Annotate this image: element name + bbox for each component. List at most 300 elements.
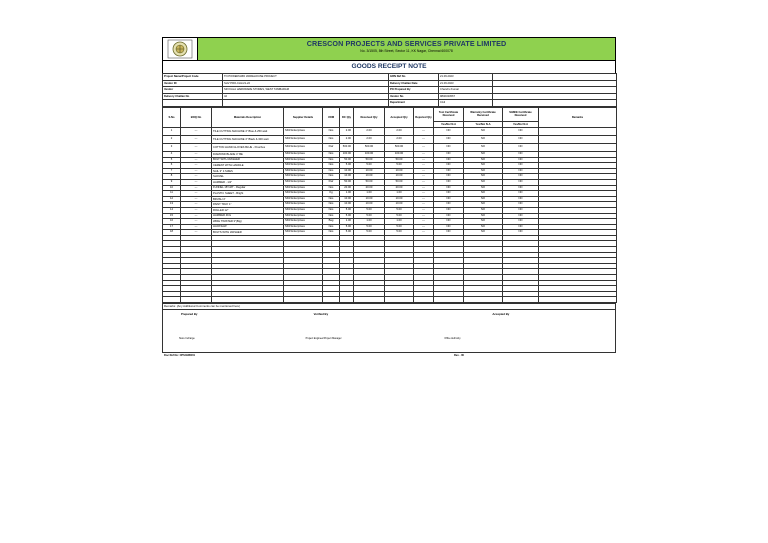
- cell-ce-cert: NO: [503, 151, 539, 157]
- cell-test-cert: NO: [434, 196, 464, 202]
- doc-ref: Doc Ref No: CPS/GRN/01: [164, 354, 195, 357]
- cell-accepted-qty: 1.00: [385, 191, 414, 197]
- cell-rejected-qty: ---: [414, 163, 434, 169]
- cell-dc-qty: 5.00: [340, 207, 354, 213]
- cell-ce-cert: NO: [503, 135, 539, 143]
- cell-sno: 13: [163, 202, 181, 208]
- cell-test-cert: NO: [434, 151, 464, 157]
- info-spacer: [493, 80, 617, 87]
- accepted-by-label: Accepted By: [492, 312, 510, 316]
- cell-warranty-cert: NO: [464, 224, 503, 230]
- cell-received-qty: 10.00: [354, 174, 385, 180]
- empty-cell: [212, 297, 284, 303]
- cell-warranty-cert: NO: [464, 174, 503, 180]
- cell-ce-cert: NO: [503, 230, 539, 236]
- cell-supplier: SKR Enterprises: [284, 174, 323, 180]
- info-label: PO Prepared By: [389, 87, 439, 94]
- table-row: [163, 135, 617, 143]
- cell-supplier: SKR Enterprises: [284, 168, 323, 174]
- cell-boq: ---: [181, 207, 212, 213]
- col-uom: UOM: [323, 107, 340, 127]
- cell-sno: 8: [163, 174, 181, 180]
- cell-rejected-qty: ---: [414, 185, 434, 191]
- cell-rejected-qty: ---: [414, 179, 434, 185]
- info-row: [163, 93, 617, 100]
- cell-test-cert: NO: [434, 230, 464, 236]
- info-value: 21.09.2023: [439, 74, 493, 81]
- col-sno: S.No: [163, 107, 181, 127]
- cell-supplier: SKR Enterprises: [284, 127, 323, 135]
- cell-supplier: SKR Enterprises: [284, 213, 323, 219]
- empty-row: [163, 297, 617, 303]
- cell-uom: Nos: [323, 135, 340, 143]
- cell-rejected-qty: ---: [414, 230, 434, 236]
- cell-warranty-cert: NO: [464, 157, 503, 163]
- cell-sno: 16: [163, 219, 181, 225]
- cell-accepted-qty: 500.00: [385, 143, 414, 151]
- cell-accepted-qty: 5.00: [385, 163, 414, 169]
- cell-rejected-qty: ---: [414, 219, 434, 225]
- cell-material: BOLTS WITH WASHER: [212, 230, 284, 236]
- cell-received-qty: 50.00: [354, 157, 385, 163]
- cell-received-qty: 5.00: [354, 163, 385, 169]
- info-value: 9840434567: [439, 93, 493, 100]
- cell-accepted-qty: 10.00: [385, 196, 414, 202]
- cell-boq: ---: [181, 168, 212, 174]
- info-value: [223, 100, 389, 107]
- info-value: SRI KALA HARDWARE STORES, WEST TAMBARAM: [223, 87, 389, 94]
- cell-boq: ---: [181, 179, 212, 185]
- col-supplier: Supplier Details: [284, 107, 323, 127]
- cell-warranty-cert: NO: [464, 213, 503, 219]
- cell-rejected-qty: ---: [414, 224, 434, 230]
- cell-material: PLASTIC SHEET - Bright: [212, 191, 284, 197]
- empty-cell: [385, 297, 414, 303]
- col-warranty-cert: Warranty Certificate Received: [464, 107, 503, 121]
- document-title: GOODS RECEIPT NOTE: [162, 61, 616, 73]
- cell-test-cert: NO: [434, 168, 464, 174]
- empty-cell: [434, 297, 464, 303]
- cell-received-qty: 2.00: [354, 127, 385, 135]
- cell-sno: 4: [163, 151, 181, 157]
- cell-accepted-qty: 5.00: [385, 224, 414, 230]
- cell-material: HAMMER - 1/2": [212, 179, 284, 185]
- cell-uom: Nos: [323, 224, 340, 230]
- cell-received-qty: 50.00: [354, 179, 385, 185]
- cell-sno: 12: [163, 196, 181, 202]
- cell-boq: ---: [181, 230, 212, 236]
- cell-dc-qty: 10.00: [340, 168, 354, 174]
- empty-cell: [414, 297, 434, 303]
- info-value: TN POWERGRID WAREHOUSE PROJECT: [223, 74, 389, 81]
- cell-warranty-cert: NO: [464, 219, 503, 225]
- cell-uom: Nos: [323, 185, 340, 191]
- cell-received-qty: 20.00: [354, 185, 385, 191]
- cell-ce-cert: NO: [503, 185, 539, 191]
- cell-received-qty: 1.00: [354, 219, 385, 225]
- cell-rejected-qty: ---: [414, 143, 434, 151]
- cell-accepted-qty: 10.00: [385, 174, 414, 180]
- cell-dc-qty: 100.00: [340, 151, 354, 157]
- empty-cell: [354, 297, 385, 303]
- cell-test-cert: NO: [434, 224, 464, 230]
- cell-supplier: SKR Enterprises: [284, 151, 323, 157]
- cell-received-qty: 10.00: [354, 196, 385, 202]
- goods-receipt-note-sheet: [162, 37, 616, 358]
- cell-uom: Pair: [323, 179, 340, 185]
- cell-rejected-qty: ---: [414, 174, 434, 180]
- company-logo: [163, 38, 198, 60]
- info-row: [163, 80, 617, 87]
- accepted-by-role: Office Authority: [444, 337, 461, 340]
- cell-warranty-cert: NO: [464, 179, 503, 185]
- cell-rejected-qty: ---: [414, 157, 434, 163]
- cell-test-cert: NO: [434, 219, 464, 225]
- cell-sno: 5: [163, 157, 181, 163]
- info-label: [163, 100, 223, 107]
- cell-rejected-qty: ---: [414, 127, 434, 135]
- col-remarks: Remarks: [539, 107, 617, 127]
- cell-warranty-cert: NO: [464, 230, 503, 236]
- cell-material: TILE CUTTING MACHINE 4" Blue & 250 watt: [212, 127, 284, 135]
- col-rejected-qty: Rejected Qty: [414, 107, 434, 127]
- table-row: [163, 127, 617, 135]
- cell-supplier: SKR Enterprises: [284, 135, 323, 143]
- cell-boq: ---: [181, 151, 212, 157]
- col-dc-qty: DC Qty: [340, 107, 354, 127]
- empty-cell: [323, 297, 340, 303]
- verified-by-label: Verified By: [313, 312, 329, 316]
- cell-dc-qty: 20.00: [340, 185, 354, 191]
- col-test-cert: Test Certificate Received: [434, 107, 464, 121]
- cell-dc-qty: 50.00: [340, 157, 354, 163]
- cell-boq: ---: [181, 185, 212, 191]
- document-footer: [162, 353, 616, 358]
- info-spacer: [493, 93, 617, 100]
- cell-material: DIAMOND BLADE 4" BE: [212, 151, 284, 157]
- info-value: SHV PRO-CHL/21-22: [223, 80, 389, 87]
- cell-sno: 7: [163, 168, 181, 174]
- cell-accepted-qty: 100.00: [385, 151, 414, 157]
- cell-ce-cert: NO: [503, 157, 539, 163]
- prepared-by-role: Store Incharge: [179, 337, 195, 340]
- info-spacer: [493, 100, 617, 107]
- cell-remarks: [539, 143, 617, 151]
- info-value: Civil: [439, 100, 493, 107]
- cell-warranty-cert: NO: [464, 127, 503, 135]
- cell-received-qty: 10.00: [354, 168, 385, 174]
- cell-uom: Nos: [323, 168, 340, 174]
- cell-test-cert: NO: [434, 135, 464, 143]
- cell-accepted-qty: 20.00: [385, 185, 414, 191]
- cell-supplier: SKR Enterprises: [284, 224, 323, 230]
- cell-test-cert: NO: [434, 213, 464, 219]
- cell-material: COTTON HAND GLOVES BLUE - Pouches: [212, 143, 284, 151]
- cell-accepted-qty: 5.00: [385, 213, 414, 219]
- info-value: 21.09.2023: [439, 80, 493, 87]
- cell-boq: ---: [181, 135, 212, 143]
- cell-ce-cert: NO: [503, 179, 539, 185]
- info-label: Vendor: [163, 87, 223, 94]
- cell-boq: ---: [181, 224, 212, 230]
- cell-warranty-cert: NO: [464, 191, 503, 197]
- cell-dc-qty: 5.00: [340, 213, 354, 219]
- prepared-by-label: Prepared By: [181, 312, 198, 316]
- cell-test-cert: NO: [434, 157, 464, 163]
- company-header: [162, 37, 616, 61]
- cell-rejected-qty: ---: [414, 168, 434, 174]
- cell-boq: ---: [181, 202, 212, 208]
- cell-material: SHOVEL: [212, 174, 284, 180]
- cell-sno: 2: [163, 135, 181, 143]
- cell-supplier: SKR Enterprises: [284, 196, 323, 202]
- cell-sno: 10: [163, 185, 181, 191]
- cell-warranty-cert: NO: [464, 207, 503, 213]
- company-name: CRESCON PROJECTS AND SERVICES PRIVATE LIMITED: [306, 39, 507, 48]
- info-label: Vendor ID: [163, 80, 223, 87]
- cell-material: HAMMER 4KG: [212, 213, 284, 219]
- cell-ce-cert: NO: [503, 143, 539, 151]
- cell-accepted-qty: 5.00: [385, 230, 414, 236]
- cell-accepted-qty: 2.00: [385, 127, 414, 135]
- cell-uom: Nos: [323, 151, 340, 157]
- cell-warranty-cert: NO: [464, 168, 503, 174]
- cell-ce-cert: NO: [503, 207, 539, 213]
- cell-material: PAINT TRAY 1": [212, 202, 284, 208]
- cell-uom: Nos: [323, 163, 340, 169]
- cell-ce-cert: NO: [503, 213, 539, 219]
- cell-uom: Bag: [323, 219, 340, 225]
- cell-ce-cert: NO: [503, 224, 539, 230]
- cell-rejected-qty: ---: [414, 196, 434, 202]
- cell-received-qty: 5.00: [354, 207, 385, 213]
- cell-sno: 18: [163, 230, 181, 236]
- info-row: [163, 74, 617, 81]
- cell-remarks: [539, 135, 617, 143]
- cell-dc-qty: 2.00: [340, 127, 354, 135]
- info-label: Delivery Challan No: [163, 93, 223, 100]
- cell-warranty-cert: NO: [464, 151, 503, 157]
- cell-dc-qty: 5.00: [340, 163, 354, 169]
- cell-rejected-qty: ---: [414, 213, 434, 219]
- empty-cell: [539, 297, 617, 303]
- cell-accepted-qty: 10.00: [385, 168, 414, 174]
- cell-ce-cert: NO: [503, 219, 539, 225]
- cell-supplier: SKR Enterprises: [284, 143, 323, 151]
- cell-dc-qty: 10.00: [340, 202, 354, 208]
- cell-material: WIRE TWISTER 3"(Big): [212, 219, 284, 225]
- cell-accepted-qty: 50.00: [385, 157, 414, 163]
- cell-material: HACKSAW: [212, 224, 284, 230]
- cell-supplier: SKR Enterprises: [284, 163, 323, 169]
- cell-rejected-qty: ---: [414, 135, 434, 143]
- cell-supplier: SKR Enterprises: [284, 185, 323, 191]
- cell-boq: ---: [181, 191, 212, 197]
- info-label: Project Name/Project Code: [163, 74, 223, 81]
- col-ce-yes-no: Yes/No/ N.A: [503, 121, 539, 127]
- cell-warranty-cert: NO: [464, 163, 503, 169]
- cell-boq: ---: [181, 213, 212, 219]
- cell-test-cert: NO: [434, 207, 464, 213]
- cell-accepted-qty: 50.00: [385, 179, 414, 185]
- materials-table: [162, 107, 617, 303]
- cell-boq: ---: [181, 157, 212, 163]
- signature-area: [162, 310, 616, 353]
- cell-received-qty: 500.00: [354, 143, 385, 151]
- cell-test-cert: NO: [434, 127, 464, 135]
- cell-boq: ---: [181, 196, 212, 202]
- cell-rejected-qty: ---: [414, 151, 434, 157]
- col-accepted-qty: Accepted Qty: [385, 107, 414, 127]
- table-row: [163, 143, 617, 151]
- cell-boq: ---: [181, 174, 212, 180]
- cell-received-qty: 2.00: [354, 135, 385, 143]
- cell-accepted-qty: 2.00: [385, 135, 414, 143]
- cell-ce-cert: NO: [503, 168, 539, 174]
- cell-material: BOLT WITH WASHER: [212, 157, 284, 163]
- cell-uom: Nos: [323, 213, 340, 219]
- cell-uom: Nos: [323, 207, 340, 213]
- cell-dc-qty: 1.00: [340, 219, 354, 225]
- info-label: Department: [389, 100, 439, 107]
- cell-sno: 11: [163, 191, 181, 197]
- info-value: Chandru Kumar: [439, 87, 493, 94]
- cell-uom: Kg: [323, 191, 340, 197]
- info-label: Vendor No: [389, 93, 439, 100]
- cell-warranty-cert: NO: [464, 185, 503, 191]
- col-warranty-yes-no: Yes/No/ N.A: [464, 121, 503, 127]
- empty-cell: [503, 297, 539, 303]
- empty-cell: [181, 297, 212, 303]
- cell-sno: 15: [163, 213, 181, 219]
- cell-accepted-qty: 5.00: [385, 207, 414, 213]
- cell-test-cert: NO: [434, 191, 464, 197]
- cell-material: NAIL 3" 4 SIZES: [212, 168, 284, 174]
- cell-test-cert: NO: [434, 202, 464, 208]
- cell-boq: ---: [181, 127, 212, 135]
- col-ce-cert: SHM/E Certificate Received: [503, 107, 539, 121]
- cell-sno: 3: [163, 143, 181, 151]
- cell-ce-cert: NO: [503, 202, 539, 208]
- cell-warranty-cert: NO: [464, 143, 503, 151]
- cell-test-cert: NO: [434, 174, 464, 180]
- cell-received-qty: 5.00: [354, 213, 385, 219]
- verified-by-role: Project Engineer/Project Manager: [305, 337, 342, 340]
- cell-supplier: SKR Enterprises: [284, 179, 323, 185]
- cell-test-cert: NO: [434, 179, 464, 185]
- cell-dc-qty: 10.00: [340, 174, 354, 180]
- info-table: [162, 73, 617, 107]
- cell-supplier: SKR Enterprises: [284, 191, 323, 197]
- cell-uom: Nos: [323, 157, 340, 163]
- info-spacer: [493, 74, 617, 81]
- cell-received-qty: 5.00: [354, 230, 385, 236]
- cell-received-qty: 10.00: [354, 202, 385, 208]
- info-value: 42: [223, 93, 389, 100]
- cell-dc-qty: 50.00: [340, 179, 354, 185]
- cell-rejected-qty: ---: [414, 207, 434, 213]
- info-label: Delivery Challan Date: [389, 80, 439, 87]
- cell-warranty-cert: NO: [464, 135, 503, 143]
- info-row: [163, 87, 617, 94]
- cell-dc-qty: 10.00: [340, 196, 354, 202]
- cell-dc-qty: 5.00: [340, 230, 354, 236]
- cell-uom: Nos: [323, 196, 340, 202]
- cell-supplier: SKR Enterprises: [284, 230, 323, 236]
- cell-material: FUNNEL 18"x18" - Regular: [212, 185, 284, 191]
- empty-cell: [163, 297, 181, 303]
- cell-uom: Nos: [323, 202, 340, 208]
- cell-material: TILE CUTTING MACHINE 4" Black & 300 watt: [212, 135, 284, 143]
- cell-material: ROLLER 12": [212, 207, 284, 213]
- emblem-icon: [167, 39, 193, 59]
- cell-supplier: SKR Enterprises: [284, 202, 323, 208]
- col-material: Materials Description: [212, 107, 284, 127]
- col-received-qty: Received Qty: [354, 107, 385, 127]
- cell-supplier: SKR Enterprises: [284, 207, 323, 213]
- col-test-yes-no: Yes/No/ N.A: [434, 121, 464, 127]
- cell-accepted-qty: 10.00: [385, 202, 414, 208]
- cell-sno: 17: [163, 224, 181, 230]
- cell-ce-cert: NO: [503, 174, 539, 180]
- cell-supplier: SKR Enterprises: [284, 157, 323, 163]
- cell-ce-cert: NO: [503, 196, 539, 202]
- revision: Rev - 00: [454, 354, 464, 357]
- cell-dc-qty: 1.00: [340, 191, 354, 197]
- cell-uom: Nos: [323, 174, 340, 180]
- cell-accepted-qty: 1.00: [385, 219, 414, 225]
- remarks-line: Remarks: (Any Additional Comments can be mentioned here): [162, 303, 616, 310]
- cell-uom: Nos: [323, 230, 340, 236]
- cell-ce-cert: NO: [503, 163, 539, 169]
- cell-test-cert: NO: [434, 143, 464, 151]
- cell-ce-cert: NO: [503, 191, 539, 197]
- cell-boq: ---: [181, 163, 212, 169]
- cell-received-qty: 100.00: [354, 151, 385, 157]
- cell-dc-qty: 2.00: [340, 135, 354, 143]
- cell-sno: 1: [163, 127, 181, 135]
- cell-material: BRUSH 4": [212, 196, 284, 202]
- info-label: GRN Ref No: [389, 74, 439, 81]
- empty-cell: [464, 297, 503, 303]
- cell-dc-qty: 5.00: [340, 224, 354, 230]
- cell-received-qty: 5.00: [354, 224, 385, 230]
- info-spacer: [493, 87, 617, 94]
- cell-test-cert: NO: [434, 163, 464, 169]
- empty-cell: [340, 297, 354, 303]
- cell-ce-cert: NO: [503, 127, 539, 135]
- cell-warranty-cert: NO: [464, 202, 503, 208]
- cell-rejected-qty: ---: [414, 191, 434, 197]
- cell-dc-qty: 500.00: [340, 143, 354, 151]
- cell-material: CEMENT WITH HANDLE: [212, 163, 284, 169]
- company-address: No. 3/1505, 8th Street, Sector 11, KK Nagar, Chennai 600078: [360, 49, 453, 53]
- info-row: [163, 100, 617, 107]
- cell-received-qty: 1.00: [354, 191, 385, 197]
- cell-sno: 9: [163, 179, 181, 185]
- col-boq: BOQ No: [181, 107, 212, 127]
- cell-boq: ---: [181, 143, 212, 151]
- cell-supplier: SKR Enterprises: [284, 219, 323, 225]
- cell-uom: Nos: [323, 127, 340, 135]
- cell-uom: Pair: [323, 143, 340, 151]
- cell-test-cert: NO: [434, 185, 464, 191]
- cell-boq: ---: [181, 219, 212, 225]
- cell-sno: 14: [163, 207, 181, 213]
- empty-cell: [284, 297, 323, 303]
- cell-warranty-cert: NO: [464, 196, 503, 202]
- cell-rejected-qty: ---: [414, 202, 434, 208]
